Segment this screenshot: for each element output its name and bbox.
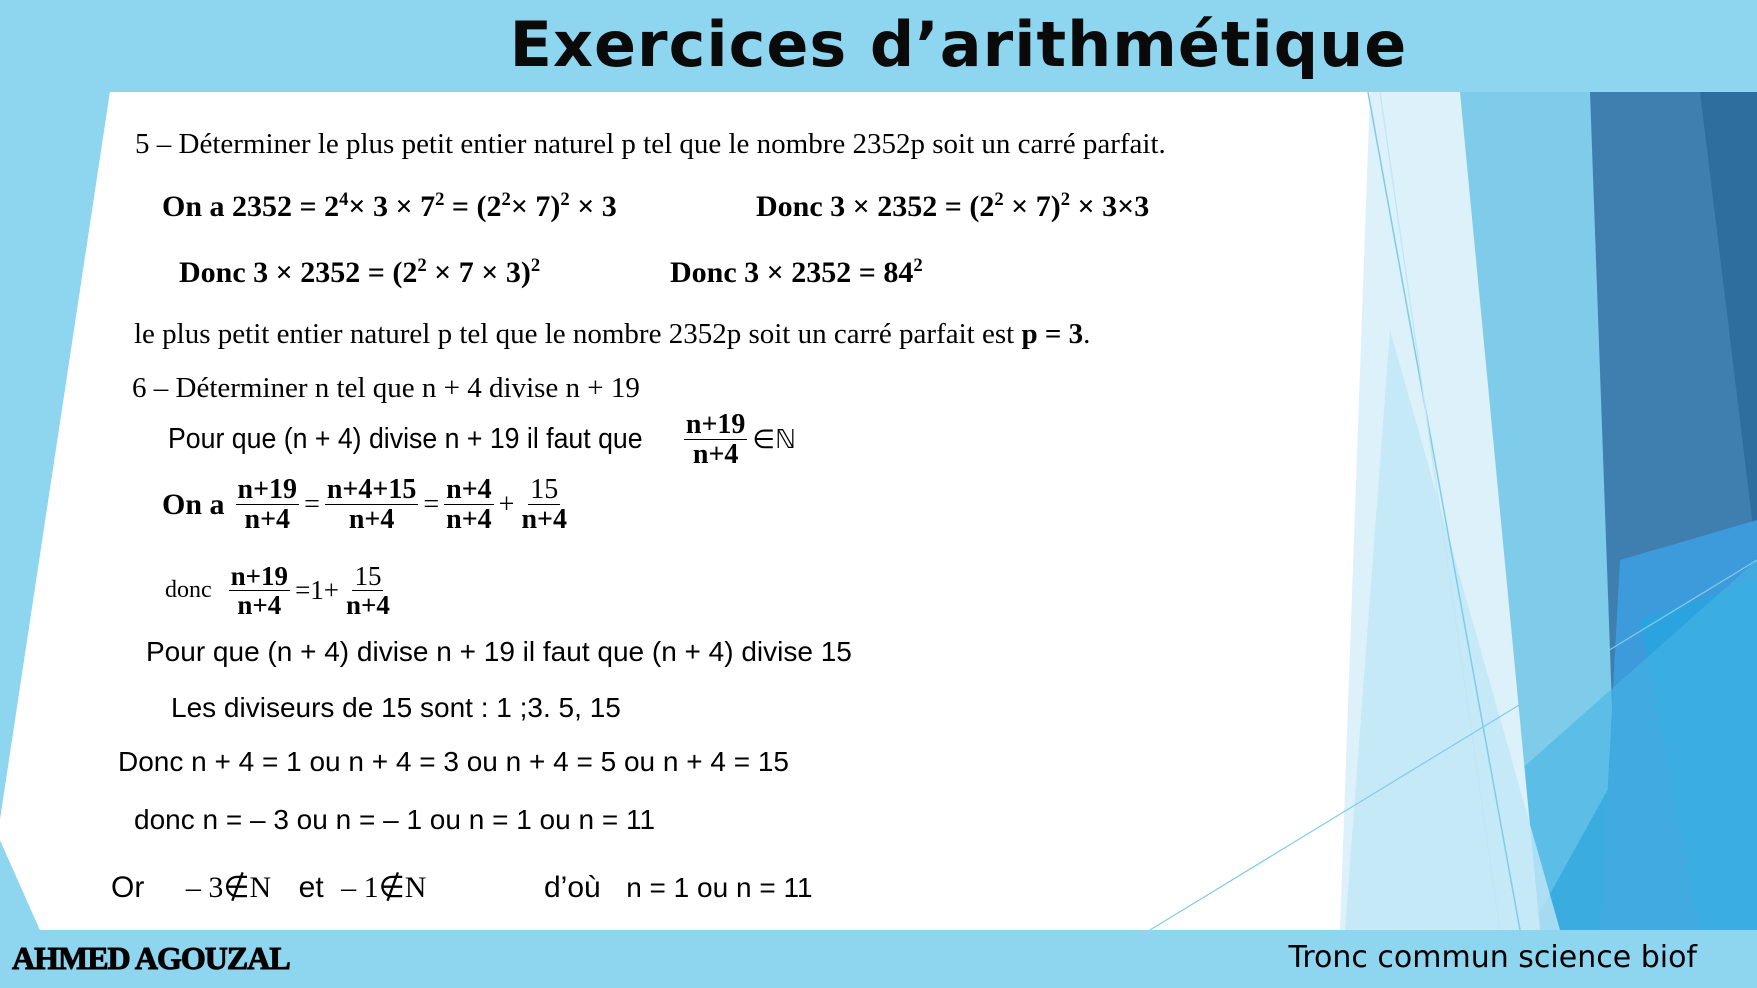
fraction-n4-15-over-n4: $\frac{n+4+15}{n+4}$ [326, 474, 417, 536]
exercise-6-rewrite: On a $\frac{n+19}{n+4}$ = $\frac{n+4+15}{n+4}$ = $\frac{n+4}{n+4}$ + $\frac{15}{n+4}$ [162, 474, 567, 536]
fraction-15-over-n4: $\frac{15}{n+4}$ [521, 474, 567, 536]
fraction-n19-over-n4: $\frac{n+19}{n+4}$ [685, 409, 746, 471]
fraction-n4-over-n4: $\frac{n+4}{n+4}$ [446, 474, 492, 536]
exercise-6-divides-15: Pour que (n + 4) divise n + 19 il faut que (n + 4) divise 15 [146, 636, 852, 667]
exercise-6-solutions: donc n = – 3 ou n = – 1 ou n = 1 ou n = 11 [134, 804, 656, 835]
exercise-6-question: 6 – Déterminer n tel que n + 4 divise n + 19 [132, 372, 640, 404]
exercise-5-conclusion: le plus petit entier naturel p tel que le nombre 2352p soit un carré parfait est p = 3. [134, 318, 1091, 350]
element-of-naturals: ∈ℕ [752, 424, 796, 454]
exercise-6-condition: Pour que (n + 4) divise n + 19 il faut que $\frac{n+19}{n+4}$ ∈ℕ [168, 409, 796, 471]
exercise-5-step-1: Donc $3 \times 2352 = (2^2 \times 7)^2 \times 3\times 3$ [756, 189, 1150, 223]
exercise-5-decomposition: On a $2352 = 2^4\times 3 \times 7^2 = (2^2\times 7)^2 \times 3$ [162, 189, 617, 223]
fraction-n19-over-n4: $\frac{n+19}{n+4}$ [230, 561, 289, 621]
slide-title: Exercices d’arithmétique [509, 8, 1408, 81]
course-label: Tronc commun science biof [1288, 940, 1697, 975]
exercise-6-simplified: donc $\frac{n+19}{n+4}$ =1+ $\frac{15}{n+4}$ [165, 561, 390, 621]
exercise-6-equations: Donc n + 4 = 1 ou n + 4 = 3 ou n + 4 = 5 ou n + 4 = 15 [118, 746, 789, 777]
exercise-6-final: Or – 3∉N et – 1∉N d’où n = 1 ou n = 11 [111, 871, 813, 904]
fraction-15-over-n4: $\frac{15}{n+4}$ [346, 561, 390, 621]
fraction-n19-over-n4: $\frac{n+19}{n+4}$ [237, 474, 298, 536]
exercise-5-step-3: Donc $3 \times 2352 = 84^2$ [670, 255, 923, 289]
exercise-5-step-2: Donc $3 \times 2352 = (2^2 \times 7 \times 3)^2$ [179, 255, 541, 289]
exercise-5-question: 5 – Déterminer le plus petit entier naturel p tel que le nombre 2352p soit un carré parfait. [135, 128, 1166, 160]
exercise-6-divisors: Les diviseurs de 15 sont : 1 ;3. 5, 15 [171, 692, 621, 723]
author-name: AHMED AGOUZAL [12, 940, 290, 976]
